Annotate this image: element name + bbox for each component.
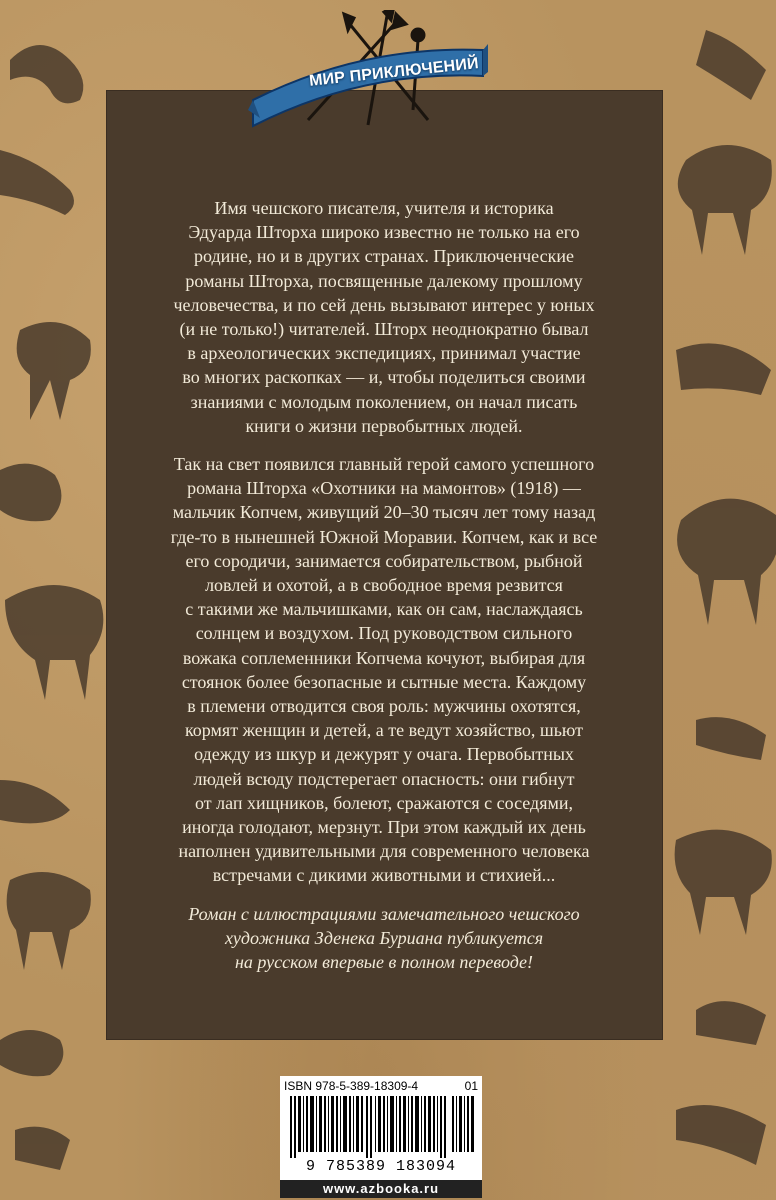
publisher-url: www.azbooka.ru (280, 1180, 482, 1198)
text-line: романа Шторха «Охотники на мамонтов» (1918) — (187, 478, 581, 499)
isbn-number: ISBN 978-5-389-18309-4 (284, 1079, 419, 1093)
cave-painting-right (666, 0, 776, 1200)
text-line: от лап хищников, болеют, сражаются с соседями, (194, 792, 574, 813)
text-line: в племени отводится своя роль: мужчины охотятся, (187, 696, 581, 717)
paragraph-1 (124, 196, 644, 438)
text-line: встречами с дикими животными и стихией... (212, 865, 556, 886)
cave-painting-left (0, 0, 110, 1200)
text-line: Роман с иллюстрациями замечательного чешского (188, 903, 580, 924)
isbn-label (284, 1079, 478, 1093)
text-line: с такими же мальчишками, как он сам, наслаждаясь (185, 599, 583, 620)
text-line: кормят женщин и детей, а те ведут хозяйство, шьют (184, 720, 584, 741)
text-line: в археологических экспедициях, принимал участие (187, 343, 581, 364)
text-line: мальчик Копчем, живущий 20–30 тысяч лет тому назад (172, 502, 596, 523)
text-line: человечества, и по сей день вызывают интерес у юных (173, 294, 595, 315)
text-line: на русском впервые в полном переводе! (234, 952, 534, 973)
barcode-digits: 9 785389 183094 (305, 1158, 457, 1175)
text-line: ловлей и охотой, а в свободное время резвится (205, 575, 563, 596)
isbn-addon: 01 (464, 1079, 478, 1093)
text-line: знаниями с молодым поколением, он начал писать (190, 391, 578, 412)
text-line: вожака соплеменники Копчема кочуют, выбирая для (182, 647, 586, 668)
barcode-bars (290, 1096, 474, 1158)
text-line: солнцем и воздухом. Под руководством сильного (195, 623, 573, 644)
text-line: родине, но и в других странах. Приключенческие (194, 246, 574, 267)
barcode (280, 1076, 482, 1190)
text-line: во многих раскопках — и, чтобы поделиться своими (182, 367, 586, 388)
text-line: наполнен удивительными для современного человека (178, 841, 590, 862)
paragraph-3 (124, 902, 644, 975)
text-line: иногда голодают, мерзнут. При этом каждый их день (182, 817, 586, 838)
text-line: (и не только!) читателей. Шторх неоднократно бывал (179, 319, 589, 340)
text-line: Так на свет появился главный герой самого успешного (173, 454, 595, 475)
text-line: людей всюду подстерегает опасность: они гибнут (193, 768, 575, 789)
text-line: его сородичи, занимается собирательством, рыбной (185, 550, 583, 571)
text-line: художника Зденека Буриана публикуется (224, 927, 544, 948)
text-line: одежду из шкур и дежурят у очага. Первобытных (194, 744, 574, 765)
text-line: где-то в нынешней Южной Моравии. Копчем, как и все (170, 526, 598, 547)
text-line: романы Шторха, посвященные далекому прошлому (185, 270, 583, 291)
series-title: МИР ПРИКЛЮЧЕНИЙ (308, 55, 480, 90)
description-text (124, 196, 644, 988)
text-line: Имя чешского писателя, учителя и историка (214, 198, 554, 218)
text-line: стоянок более безопасные и сытные места. Каждому (181, 671, 587, 692)
text-line: Эдуарда Шторха широко известно не только на его (188, 222, 580, 243)
text-line: книги о жизни первобытных людей. (245, 415, 523, 436)
paragraph-2 (124, 452, 644, 888)
